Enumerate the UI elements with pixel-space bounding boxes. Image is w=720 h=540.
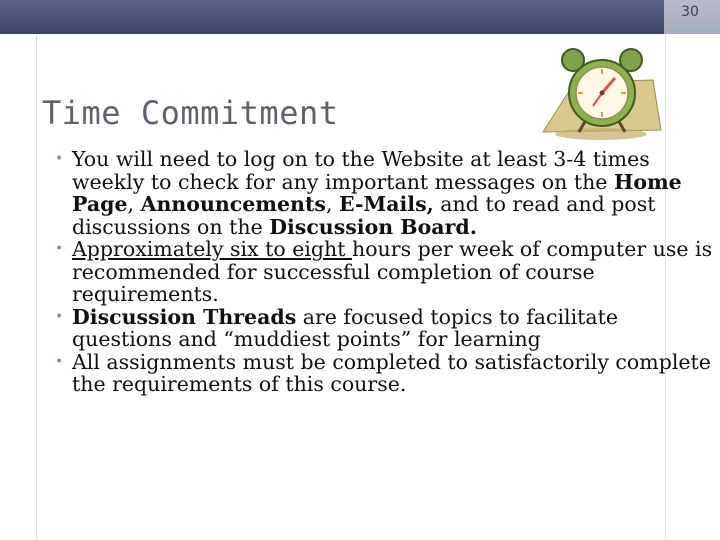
left-divider	[36, 35, 37, 540]
bullet-text: You will need to log on to the Website at least 3-4 times weekly to check for any important messages on the	[72, 147, 650, 194]
bullet-item	[55, 148, 715, 238]
slide-number: 30	[681, 4, 699, 20]
bullet-marker-icon: •	[55, 151, 64, 167]
bullet-text: ,	[127, 192, 141, 216]
bullet-text: Discussion Board.	[269, 214, 477, 239]
bullet-item	[55, 351, 715, 396]
bullet-marker-icon: •	[55, 241, 64, 257]
bullet-text: ,	[325, 192, 339, 216]
bullet-marker-icon: •	[55, 308, 64, 325]
bullet-item	[55, 306, 715, 351]
bullet-text: Approximately six to eight	[72, 237, 353, 261]
slide-title: Time Commitment	[42, 94, 339, 132]
header-bar	[0, 0, 720, 34]
header-bar-dark	[0, 0, 664, 34]
bullet-text: hours per week of computer use is recommended for successful completion of course requirements.	[72, 237, 713, 306]
bullet-text: are focused topics to facilitate questions and “muddiest points” for learning	[72, 304, 619, 351]
bullet-list	[55, 148, 715, 396]
bullet-text: E-Mails,	[339, 192, 434, 216]
alarm-clock-icon	[535, 40, 665, 140]
bullet-item	[55, 238, 715, 306]
bullet-text: Discussion Threads	[72, 304, 297, 329]
bullet-marker-icon: •	[55, 353, 64, 370]
bullet-text: Announcements	[140, 192, 326, 216]
bullet-text: and to read and post discussions on the	[72, 192, 656, 239]
bullet-text: Home Page	[72, 169, 682, 216]
bullet-text: All assignments must be completed to satisfactorily complete the requirements of this course.	[72, 349, 711, 396]
